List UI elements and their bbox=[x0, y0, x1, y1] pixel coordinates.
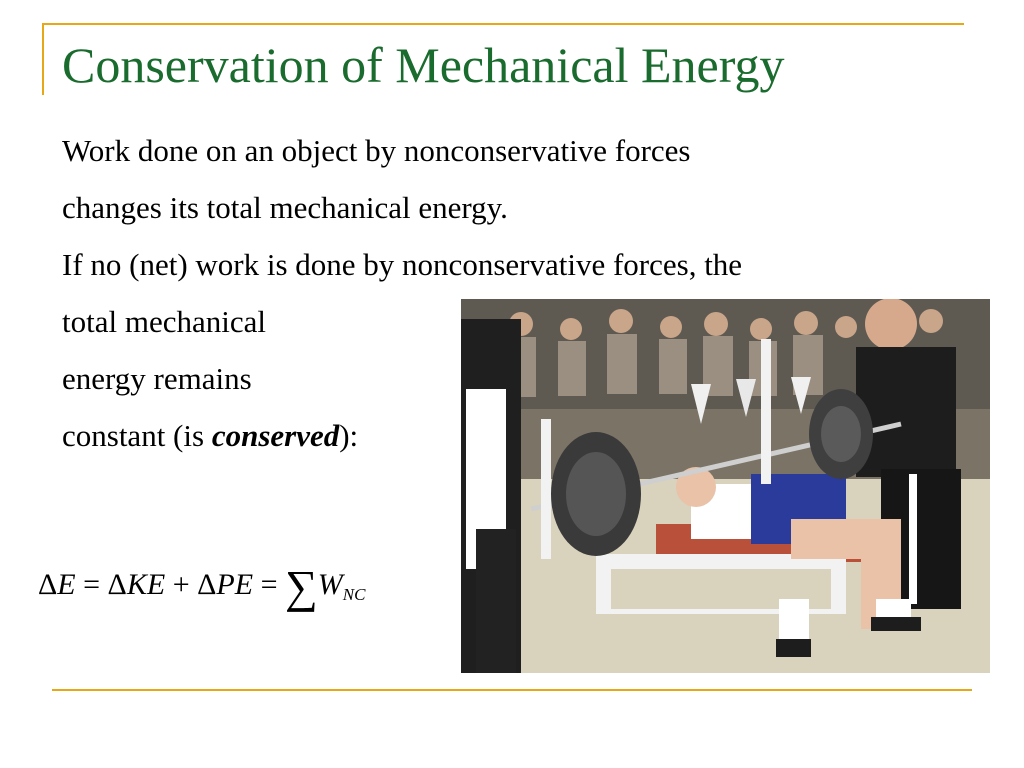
left-rule bbox=[42, 23, 44, 95]
body-line-1: Work done on an object by nonconservative forces bbox=[62, 133, 691, 168]
eq-pe: PE bbox=[216, 568, 254, 601]
bottom-rule bbox=[52, 689, 972, 691]
body-line-2: changes its total mechanical energy. bbox=[62, 190, 508, 225]
eq-plus: + bbox=[165, 568, 198, 601]
eq-e: E bbox=[57, 568, 76, 601]
eq-subscript: NC bbox=[342, 585, 366, 604]
body-line-6-prefix: constant (is bbox=[62, 418, 212, 453]
eq-sigma: ∑ bbox=[284, 561, 318, 612]
body-line-6-suffix: ): bbox=[339, 418, 359, 453]
eq-delta-2: Δ bbox=[107, 568, 127, 601]
eq-w: W bbox=[317, 568, 343, 601]
bench-press-photo bbox=[461, 299, 990, 673]
body-line-3: If no (net) work is done by nonconservative forces, the bbox=[62, 247, 743, 282]
slide-title: Conservation of Mechanical Energy bbox=[62, 37, 785, 93]
conserved-emphasis: conserved bbox=[211, 418, 340, 453]
energy-equation bbox=[38, 560, 365, 613]
eq-delta-1: Δ bbox=[38, 568, 58, 601]
top-rule bbox=[42, 23, 964, 25]
eq-ke: KE bbox=[126, 568, 166, 601]
eq-equals-1: = bbox=[75, 568, 108, 601]
eq-delta-3: Δ bbox=[197, 568, 217, 601]
body-line-5: energy remains bbox=[62, 361, 252, 396]
body-line-4: total mechanical bbox=[62, 304, 266, 339]
eq-equals-2: = bbox=[253, 568, 285, 601]
